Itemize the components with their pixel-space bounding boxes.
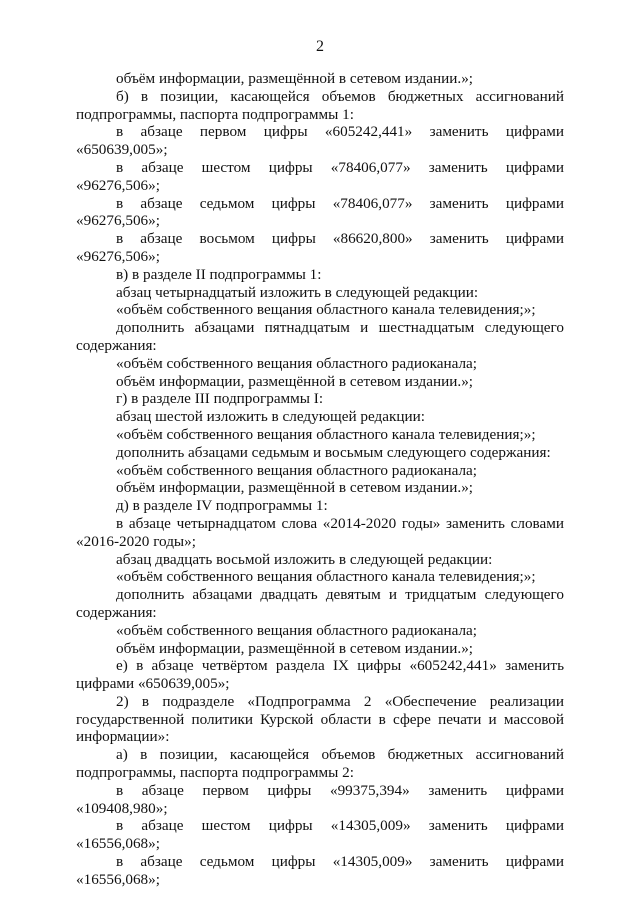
paragraph: «объём собственного вещания областного радиоканала; [116, 354, 478, 372]
paragraph: объём информации, размещённой в сетевом издании.»; [116, 70, 474, 87]
paragraph: а) в позиции, касающейся объемов бюджетных ассигнований подпрограммы, паспорта подпрограммы 2: [76, 746, 564, 782]
page-number: 2 [316, 38, 324, 55]
paragraph: в абзаце первом цифры «99375,394» заменить цифрами «109408,980»; [76, 781, 564, 817]
paragraph: в абзаце шестом цифры «14305,009» заменить цифрами «16556,068»; [76, 817, 564, 853]
paragraph: абзац четырнадцатый изложить в следующей редакции: [116, 283, 479, 301]
paragraph: объём информации, размещённой в сетевом издании.»; [116, 639, 474, 657]
paragraph: «объём собственного вещания областного радиоканала; [116, 621, 478, 639]
paragraph: в абзаце седьмом цифры «14305,009» заменить цифрами «16556,068»; [76, 853, 564, 888]
paragraph: «объём собственного вещания областного канала телевидения;»; [116, 568, 536, 586]
paragraph: в абзаце шестом цифры «78406,077» заменить цифрами «96276,506»; [76, 158, 564, 194]
paragraph: дополнить абзацами седьмым и восьмым следующего содержания: [116, 443, 551, 461]
paragraph: дополнить абзацами пятнадцатым и шестнадцатым следующего содержания: [76, 319, 564, 354]
paragraph: в) в разделе II подпрограммы 1: [116, 265, 322, 283]
paragraph: дополнить абзацами двадцать девятым и тридцатым следующего содержания: [76, 586, 564, 621]
paragraph: абзац двадцать восьмой изложить в следующей редакции: [116, 550, 493, 568]
document-body [76, 70, 564, 889]
paragraph: в абзаце первом цифры «605242,441» заменить цифрами «650639,005»; [76, 123, 564, 159]
paragraph: д) в разделе IV подпрограммы 1: [116, 497, 328, 515]
paragraph: «объём собственного вещания областного канала телевидения;»; [116, 425, 536, 443]
paragraph: абзац шестой изложить в следующей редакции: [116, 408, 425, 426]
paragraph: е) в абзаце четвёртом раздела IX цифры «605242,441» заменить цифрами «650639,005»; [76, 657, 564, 693]
paragraph: б) в позиции, касающейся объемов бюджетных ассигнований подпрограммы, паспорта подпрограммы 1: [76, 87, 564, 123]
paragraph: г) в разделе III подпрограммы I: [116, 390, 324, 408]
paragraph: «объём собственного вещания областного радиоканала; [116, 461, 478, 479]
paragraph: в абзаце седьмом цифры «78406,077» заменить цифрами «96276,506»; [76, 194, 564, 230]
paragraph: в абзаце четырнадцатом слова «2014-2020 годы» заменить словами «2016-2020 годы»; [76, 514, 564, 550]
paragraph: «объём собственного вещания областного канала телевидения;»; [116, 301, 536, 319]
paragraph: объём информации, размещённой в сетевом издании.»; [116, 479, 474, 497]
paragraph: 2) в подразделе «Подпрограмма 2 «Обеспечение реализации государственной политики Курской области в сфере печати и массовой информации»: [76, 692, 564, 746]
paragraph: объём информации, размещённой в сетевом издании.»; [116, 372, 474, 390]
paragraph: в абзаце восьмом цифры «86620,800» заменить цифрами «96276,506»; [76, 230, 564, 265]
